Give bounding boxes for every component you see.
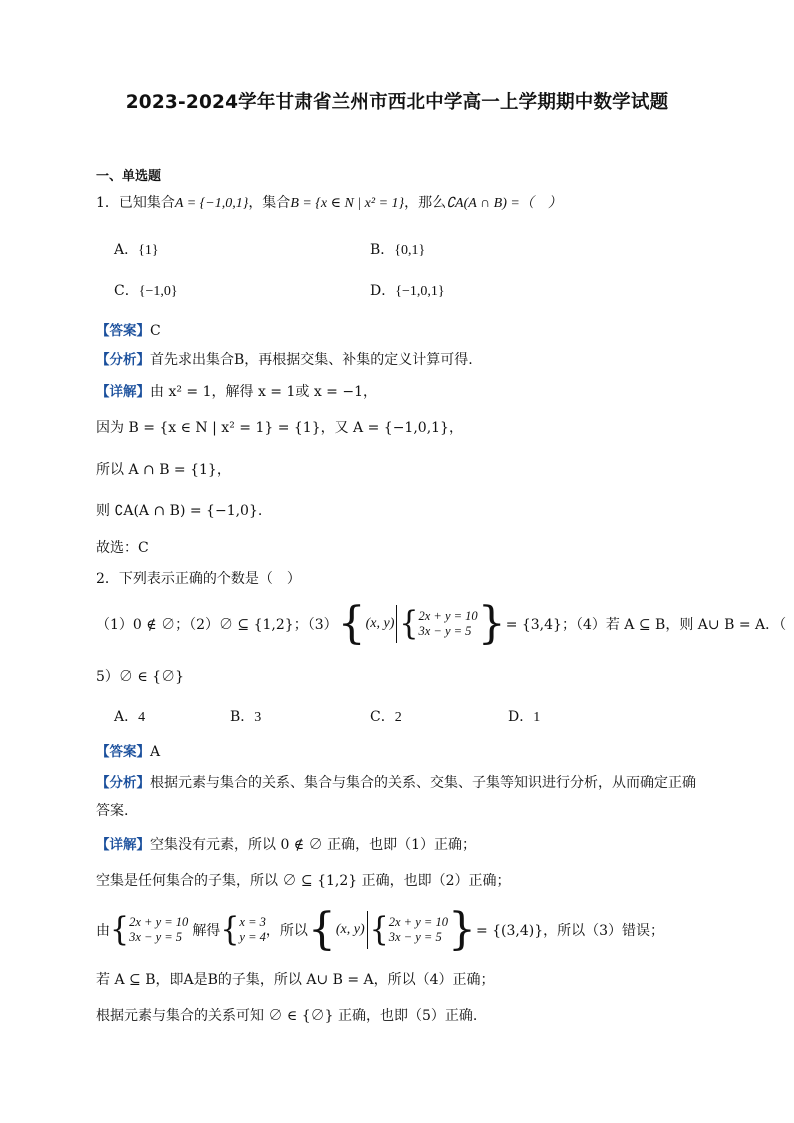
set-brace-open: { <box>307 904 336 955</box>
system-brace: { <box>399 604 419 643</box>
system-brace: { <box>110 910 130 949</box>
solution-brace: { <box>220 910 240 949</box>
q2-answer: 【答案】A <box>96 744 161 760</box>
set-bar <box>367 911 368 949</box>
q2-option-c: C．2 <box>370 709 402 725</box>
q2-option-d: D．1 <box>508 709 541 725</box>
q2-detail-4: 若 A ⊆ B，即A是B的子集，所以 A∪ B = A，所以（4）正确； <box>96 972 495 988</box>
q1-detail-2: 因为 B = {x ∈ N | x² = 1} = {1}，又 A = {−1,0,1}， <box>96 420 463 436</box>
q2-analysis-1: 【分析】根据元素与集合的关系、集合与集合的关系、交集、子集等知识进行分析，从而确定正确 <box>96 775 696 791</box>
q2-option-a: A．4 <box>114 709 146 725</box>
q2-stem: 2．下列表示正确的个数是（ ） <box>96 571 301 587</box>
equation-system: 2x + y = 10 3x − y = 5 <box>129 915 189 944</box>
q1-option-b: B．{0,1} <box>370 242 426 258</box>
q2-detail-2: 空集是任何集合的子集，所以 ∅ ⊆ {1,2} 正确，也即（2）正确； <box>96 873 511 889</box>
page-title: 2023-2024学年甘肃省兰州市西北中学高一上学期期中数学试题 <box>125 92 669 113</box>
q1-option-c: C．{−1,0} <box>114 283 178 299</box>
equation-system: 2x + y = 10 3x − y = 5 <box>418 609 478 638</box>
q1-detail-1: 【详解】由 x² = 1，解得 x = 1或 x = −1， <box>96 384 377 400</box>
equation-system: 2x + y = 10 3x − y = 5 <box>388 915 448 944</box>
set-brace-close: } <box>477 598 506 649</box>
set-brace-open: { <box>337 598 366 649</box>
set-bar <box>396 605 397 643</box>
q1-answer: 【答案】C <box>96 323 161 339</box>
q1-detail-4: 则 ∁A(A ∩ B) = {−1,0}. <box>96 503 263 519</box>
q2-detail-1: 【详解】空集没有元素，所以 0 ∉ ∅ 正确，也即（1）正确； <box>96 837 476 853</box>
system-brace: { <box>369 910 389 949</box>
q2-detail-5: 根据元素与集合的关系可知 ∅ ∈ {∅} 正确，也即（5）正确. <box>96 1008 478 1024</box>
q1-option-d: D．{−1,0,1} <box>370 283 445 299</box>
q2-statements-line: （1）0 ∉ ∅；（2）∅ ⊆ {1,2}；（3） { (x, y) { 2x + y = 10 3x − y = 5 } = {3,4}；（4）若 A ⊆ B，则 A∪ B = A．（ <box>96 598 787 649</box>
q1-conclusion: 故选：C <box>96 540 149 556</box>
q2-option-b: B．3 <box>230 709 262 725</box>
q1-option-a: A．{1} <box>114 242 159 258</box>
q2-detail-3: 由 { 2x + y = 10 3x − y = 5 解得 { x = 3 y = 4 ，所以 { (x, y) { 2x + y = 10 3x − y = 5 } = {(3,4)}，所以（3）错误； <box>96 904 665 955</box>
q1-stem: 1．已知集合A = {−1,0,1}，集合B = {x ∈ N | x² = 1}，那么∁A(A ∩ B) =（ ） <box>96 195 562 211</box>
q2-statement-5: 5）∅ ∈ {∅} <box>96 669 184 685</box>
q2-analysis-2: 答案. <box>96 803 129 819</box>
solution-system: x = 3 y = 4 <box>239 915 266 944</box>
section-heading: 一、单选题 <box>96 169 162 184</box>
q1-detail-3: 所以 A ∩ B = {1}， <box>96 462 231 478</box>
set-brace-close: } <box>447 904 476 955</box>
q1-analysis: 【分析】首先求出集合B，再根据交集、补集的定义计算可得. <box>96 352 473 368</box>
